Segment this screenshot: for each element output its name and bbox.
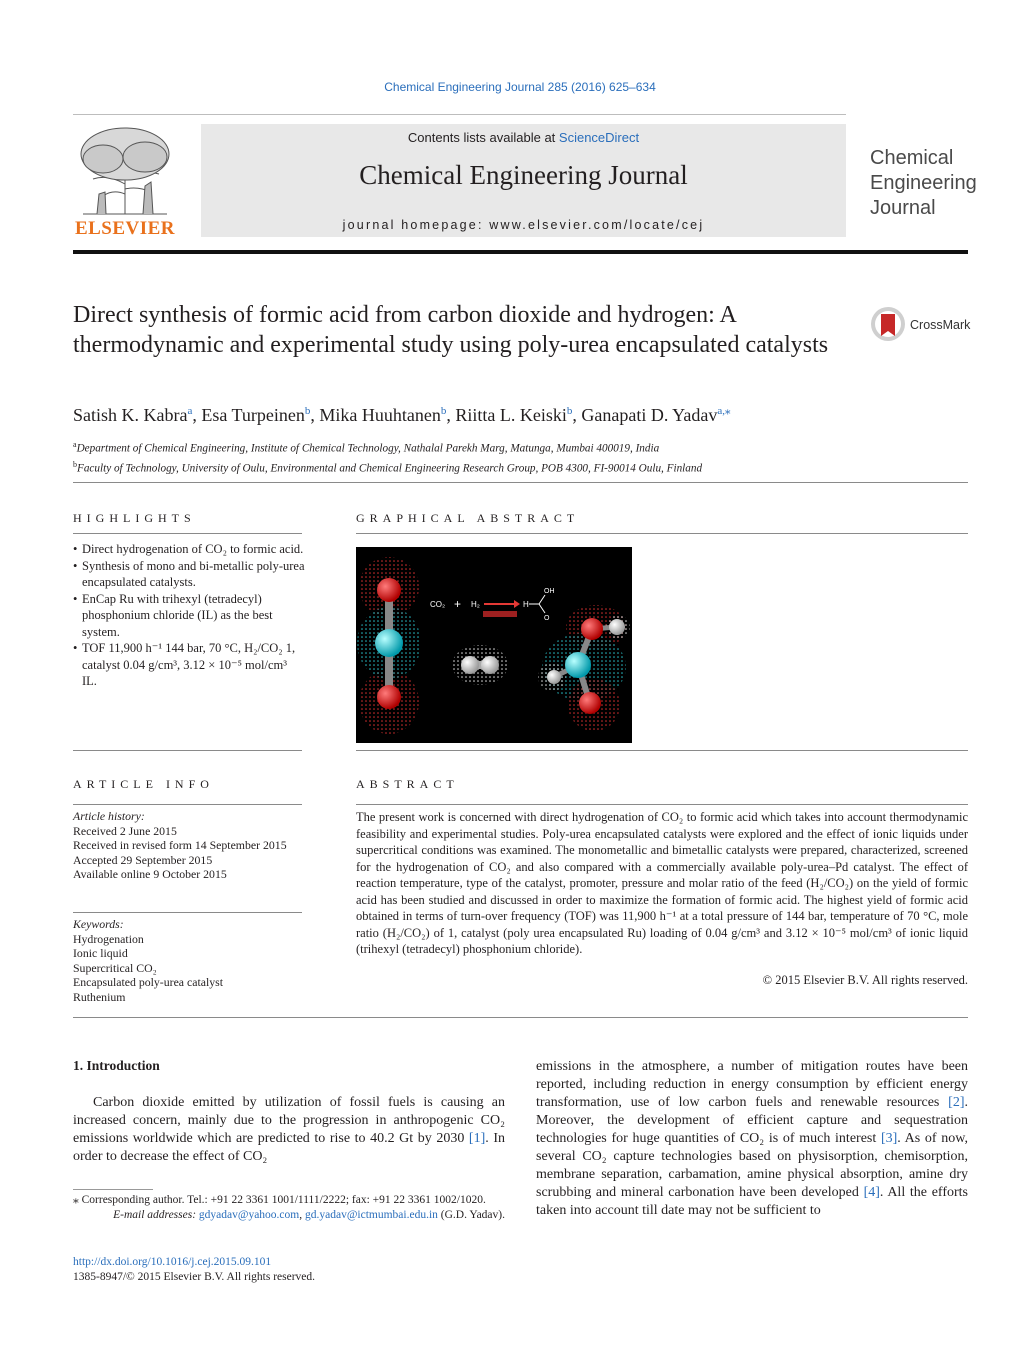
abstract-text: The present work is concerned with direct hydrogenation of CO₂ to formic acid which takes into account thermodynamic feasibility and experimental studies. Poly-urea encapsulated catalysts were explored and the effect of ionic liquids under supercritical conditions was examined. The monometallic and bimetallic catalysts were prepared, characterized, screened for the hydrogenation of CO₂ and also compared with a commercially available poly-urea–Pd catalyst. The effect of reaction temperature, type of the catalyst, promoter, pressure and molar ratio of the feed (H₂/CO₂) on the yield of formic acid has been studied and discussed in order to maximize the formation of formic acid. The highest yield of formic acid obtained in terms of turn-over frequency (TOF) was 11,900 h⁻¹ at a total pressure of 144 bar, temperature of 70 °C, mole ratio (H₂/CO₂) of 1, catalyst (poly urea encapsulated Ru) loading of 0.04 g/cm³ and 3.12 × 10⁻⁵ mol/cm³ of ionic liquid (trihexyl (tetradecyl) phosphonium chloride).	[356, 810, 968, 956]
affiliation	[73, 437, 963, 457]
highlight-item: • TOF 11,900 h⁻¹ 144 bar, 70 °C, H₂/CO₂ 1, catalyst 0.04 g/cm³, 3.12 × 10⁻⁵ mol/cm³ IL.	[73, 640, 305, 690]
article-title: Direct synthesis of formic acid from carbon dioxide and hydrogen: A thermodynamic and experimental study using poly-urea encapsulated catalysts	[73, 302, 829, 358]
article-info-rule	[73, 804, 302, 805]
highlights-rule	[73, 533, 302, 534]
abstract-rule	[356, 804, 968, 805]
section-divider	[73, 482, 968, 483]
keyword: Supercritical CO₂	[73, 960, 157, 975]
body-text: . In order to decrease the effect of CO₂	[73, 1131, 505, 1164]
header-thick-rule	[73, 250, 968, 254]
history-item: Received 2 June 2015	[73, 823, 177, 838]
cover-line: Chemical	[870, 147, 954, 169]
body-paragraph	[73, 1094, 505, 1166]
elsevier-logo	[73, 124, 177, 240]
graphical-abstract-heading: GRAPHICAL ABSTRACT	[356, 511, 580, 525]
article-info-heading: ARTICLE INFO	[73, 777, 214, 791]
body-text: emissions in the atmosphere, a number of mitigation routes have been reported, including reduction in energy consumption by efficient energy transformation, use of low carbon fuels and renewable resources	[536, 1059, 968, 1110]
contents-prefix: Contents lists available at	[407, 130, 559, 145]
body-text: . All the efforts taken into account till date may not be sufficient to	[536, 1185, 968, 1218]
journal-name: Chemical Engineering Journal	[359, 160, 688, 190]
highlight-item: • Direct hydrogenation of CO₂ to formic acid.	[73, 541, 305, 558]
author-affiliation-mark[interactable]: a,⁎	[717, 405, 731, 417]
elsevier-tree-icon	[73, 124, 177, 216]
graphical-abstract-rule	[356, 533, 968, 534]
doi-link[interactable]: http://dx.doi.org/10.1016/j.cej.2015.09.101	[73, 1256, 272, 1268]
crossmark-label: CrossMark	[910, 318, 971, 332]
sciencedirect-link[interactable]: ScienceDirect	[558, 130, 640, 145]
cover-line: Engineering	[870, 172, 977, 194]
cover-line: Journal	[870, 197, 936, 219]
body-text: . As of now, several CO₂ capture technologies based on physisorption, chemisorption, membrane separation, carbamation, amine physical absorption, amine dry scrubbing and mineral carbonation have been developed	[536, 1131, 968, 1200]
affiliation-mark: b	[73, 459, 77, 469]
graphical-abstract-bottom-rule	[356, 750, 968, 751]
reaction-label-h: H	[523, 600, 529, 609]
reference-link[interactable]: [4]	[863, 1185, 880, 1200]
author-list: Satish K. Kabra$^a$, Esa Turpeinen$^b$, Mika Huuhtanen$^b$, Riitta L. Keiski$^b$, Ganapati D. Yadav$^{a,⁎}$	[73, 405, 731, 425]
abstract-copyright: © 2015 Elsevier B.V. All rights reserved.	[762, 973, 968, 987]
keyword: Encapsulated poly-urea catalyst	[73, 975, 224, 990]
highlight-item: • Synthesis of mono and bi-metallic poly-urea encapsulated catalysts.	[73, 558, 305, 591]
crossmark-icon	[870, 306, 906, 342]
corresponding-author-note: ⁎ Corresponding author. Tel.: +91 22 3361 1001/1111/2222; fax: +91 22 3361 1002/1020.	[73, 1194, 486, 1206]
email-separator: ,	[299, 1209, 305, 1221]
contents-line	[201, 130, 846, 145]
journal-banner	[201, 124, 846, 237]
molecule-illustration	[356, 547, 632, 743]
keywords-rule	[73, 912, 302, 913]
reaction-label-co2: CO₂	[430, 600, 446, 609]
issn-line: 1385-8947/© 2015 Elsevier B.V. All rights reserved.	[73, 1271, 316, 1283]
history-label: Article history:	[73, 809, 145, 823]
author-affiliation-mark[interactable]: b	[566, 405, 573, 417]
reference-link[interactable]: [2]	[948, 1095, 965, 1110]
reference-link[interactable]: [1]	[468, 1131, 486, 1146]
journal-cover-logo	[870, 146, 980, 221]
reaction-label-o: O	[544, 615, 550, 622]
reaction-label-plus: +	[454, 597, 462, 611]
email-label: E-mail addresses:	[113, 1209, 199, 1221]
footnote	[73, 1193, 505, 1223]
affiliation-text: Faculty of Technology, University of Oulu, Environmental and Chemical Engineering Research Group, POB 4300, FI-90014 Oulu, Finland	[77, 462, 703, 475]
reaction-label-h2: H₂	[471, 600, 480, 609]
body-text: . Moreover, the development of efficient capture and sequestration technologies for huge quantities of CO₂ is of much interest	[536, 1095, 968, 1146]
author-affiliation-mark[interactable]: b	[440, 405, 447, 417]
keyword: Ionic liquid	[73, 946, 128, 961]
email-link[interactable]: gd.yadav@ictmumbai.edu.in	[304, 1209, 438, 1221]
abstract-heading: ABSTRACT	[356, 777, 459, 791]
history-item: Accepted 29 September 2015	[73, 852, 213, 867]
author-name[interactable]: Ganapati D. Yadav	[581, 405, 718, 425]
author-name[interactable]: Satish K. Kabra	[73, 405, 188, 425]
author-affiliation-mark[interactable]: a	[187, 405, 193, 417]
highlight-item: • EnCap Ru with trihexyl (tetradecyl) phosphonium chloride (IL) as the best system.	[73, 591, 305, 641]
email-suffix: (G.D. Yadav).	[437, 1209, 505, 1221]
keyword: Ruthenium	[73, 989, 126, 1004]
email-line	[73, 1208, 505, 1223]
crossmark-badge[interactable]	[870, 306, 970, 346]
journal-citation[interactable]: Chemical Engineering Journal 285 (2016) 625–634	[384, 80, 656, 94]
body-column-right	[536, 1058, 968, 1220]
author-name[interactable]: Mika Huuhtanen	[319, 405, 441, 425]
front-matter-divider	[73, 1017, 968, 1018]
history-item: Available online 9 October 2015	[73, 867, 227, 882]
section-heading: 1. Introduction	[73, 1058, 160, 1073]
elsevier-wordmark: ELSEVIER	[74, 218, 176, 239]
affiliation	[73, 457, 963, 477]
affiliations	[73, 437, 963, 476]
reaction-arrow-head	[514, 600, 520, 608]
graphical-abstract-image	[356, 547, 632, 743]
author-name[interactable]: Riitta L. Keiski	[455, 405, 567, 425]
body-column-left	[73, 1094, 505, 1166]
affiliation-mark: a	[73, 440, 77, 449]
affiliation-text: Department of Chemical Engineering, Institute of Chemical Technology, Nathalal Parekh Marg, Matunga, Mumbai 400019, India	[76, 442, 660, 455]
highlights-heading: HIGHLIGHTS	[73, 511, 196, 525]
article-history	[73, 809, 303, 882]
catalyst-label-box	[483, 611, 517, 617]
history-item: Received in revised form 14 September 2015	[73, 838, 287, 853]
author-name[interactable]: Esa Turpeinen	[201, 405, 305, 425]
reaction-label-oh: OH	[544, 588, 555, 595]
keywords	[73, 917, 303, 1005]
highlights-bottom-rule	[73, 750, 302, 751]
keywords-label: Keywords:	[73, 917, 124, 931]
highlights-list	[73, 541, 305, 690]
header-divider	[73, 114, 846, 115]
journal-homepage[interactable]: journal homepage: www.elsevier.com/locate/cej	[342, 218, 705, 232]
keyword: Hydrogenation	[73, 931, 144, 946]
body-text: Carbon dioxide emitted by utilization of fossil fuels is causing an increased concern, mainly due to the progression in anthropogenic CO₂ emissions worldwide which are predicted to rise to 40.2 Gt by 2030	[73, 1095, 505, 1146]
author-affiliation-mark[interactable]: b	[304, 405, 311, 417]
email-link[interactable]: gdyadav@yahoo.com	[198, 1209, 300, 1221]
footnote-rule	[73, 1189, 153, 1190]
reference-link[interactable]: [3]	[880, 1131, 898, 1146]
